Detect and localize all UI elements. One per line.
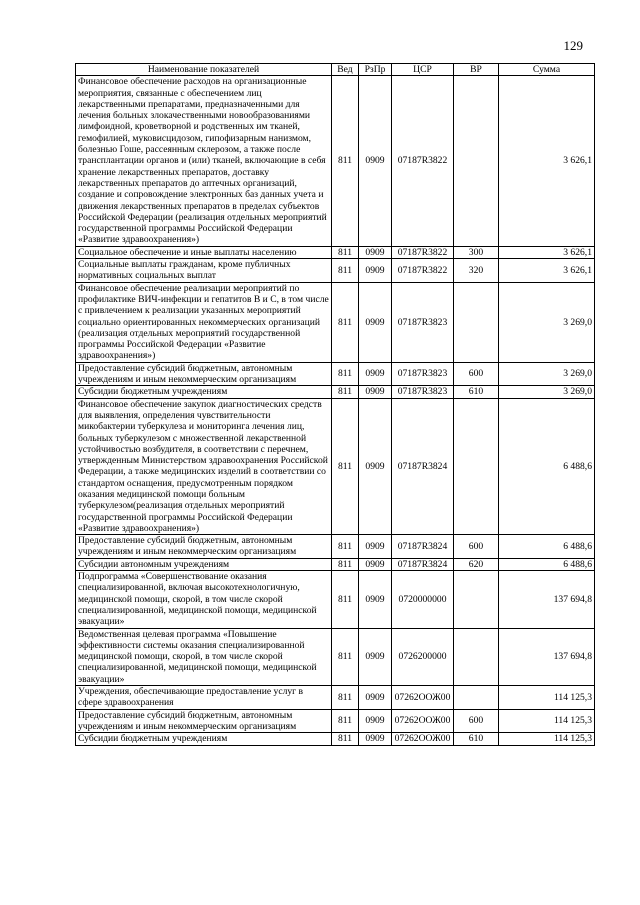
cell-name: Финансовое обеспечение расходов на организационные мероприятия, связанные с обеспечением лиц лекарственными препаратами, предназначенными для лечения больных злокачественными новообразованиями лимфоидной, кроветворной и родственных им тканей, гемофилией, муковисцидозом, гипофизарным нанизмом, болезнью Гоше, рассеянным склерозом, а также после трансплантации органов и (или) тканей, включающие в себя хранение лекарственных препаратов, доставку лекарственных препаратов до аптечных организаций, создание и сопровождение электронных баз данных учета и движения лекарственных препаратов в пределах субъектов Российской Федерации (реализация отдельных мероприятий государственной программы Российской Федерации «Развитие здравоохранения») <box>76 76 332 246</box>
table-row <box>76 362 595 386</box>
cell-rzpr: 0909 <box>359 628 392 685</box>
cell-rzpr: 0909 <box>359 362 392 386</box>
cell-vr: 610 <box>454 386 499 398</box>
cell-name: Учреждения, обеспечивающие предоставление услуг в сфере здравоохранения <box>76 686 332 710</box>
header-name: Наименование показателей <box>76 64 332 76</box>
cell-ved: 811 <box>332 628 359 685</box>
cell-csr: 07187R3823 <box>392 282 454 362</box>
cell-rzpr: 0909 <box>359 709 392 733</box>
cell-sum: 6 488,6 <box>499 558 595 570</box>
cell-vr: 320 <box>454 259 499 283</box>
cell-rzpr: 0909 <box>359 398 392 535</box>
cell-ved: 811 <box>332 386 359 398</box>
cell-csr: 07187R3823 <box>392 362 454 386</box>
cell-name: Финансовое обеспечение реализации мероприятий по профилактике ВИЧ-инфекции и гепатитов B и C, в том числе с привлечением к реализации указанных мероприятий социально ориентированных некоммерческих организаций (реализация отдельных мероприятий государственной программы Российской Федерации «Развитие здравоохранения») <box>76 282 332 362</box>
cell-vr: 600 <box>454 535 499 559</box>
cell-vr <box>454 398 499 535</box>
cell-name: Предоставление субсидий бюджетным, автономным учреждениям и иным некоммерческим организациям <box>76 362 332 386</box>
cell-sum: 3 269,0 <box>499 362 595 386</box>
table-row <box>76 76 595 246</box>
header-sum: Сумма <box>499 64 595 76</box>
cell-ved: 811 <box>332 398 359 535</box>
cell-name: Субсидии автономным учреждениям <box>76 558 332 570</box>
cell-vr: 600 <box>454 362 499 386</box>
cell-csr: 07187R3822 <box>392 259 454 283</box>
cell-rzpr: 0909 <box>359 571 392 628</box>
cell-csr: 07187R3822 <box>392 246 454 258</box>
cell-sum: 137 694,8 <box>499 571 595 628</box>
cell-ved: 811 <box>332 535 359 559</box>
table-row <box>76 246 595 258</box>
header-csr: ЦСР <box>392 64 454 76</box>
cell-sum: 114 125,3 <box>499 686 595 710</box>
table-row <box>76 733 595 745</box>
cell-csr: 07262ООЖ00 <box>392 709 454 733</box>
cell-rzpr: 0909 <box>359 259 392 283</box>
cell-name: Субсидии бюджетным учреждениям <box>76 733 332 745</box>
cell-sum: 114 125,3 <box>499 733 595 745</box>
cell-ved: 811 <box>332 709 359 733</box>
cell-ved: 811 <box>332 246 359 258</box>
cell-sum: 3 626,1 <box>499 259 595 283</box>
cell-name: Подпрограмма «Совершенствование оказания специализированной, включая высокотехнологичную, медицинской помощи, скорой, в том числе скорой специализированной, медицинской помощи, медицинской эвакуации» <box>76 571 332 628</box>
cell-csr: 07187R3824 <box>392 558 454 570</box>
cell-vr: 610 <box>454 733 499 745</box>
cell-ved: 811 <box>332 259 359 283</box>
cell-name: Социальные выплаты гражданам, кроме публичных нормативных социальных выплат <box>76 259 332 283</box>
cell-csr: 0720000000 <box>392 571 454 628</box>
cell-ved: 811 <box>332 571 359 628</box>
cell-csr: 07262ООЖ00 <box>392 686 454 710</box>
cell-rzpr: 0909 <box>359 535 392 559</box>
cell-vr <box>454 628 499 685</box>
cell-sum: 6 488,6 <box>499 398 595 535</box>
cell-rzpr: 0909 <box>359 76 392 246</box>
page-number: 129 <box>563 38 583 53</box>
cell-vr <box>454 571 499 628</box>
header-vr: ВР <box>454 64 499 76</box>
table-row <box>76 571 595 628</box>
cell-sum: 3 269,0 <box>499 282 595 362</box>
cell-sum: 3 269,0 <box>499 386 595 398</box>
cell-name: Субсидии бюджетным учреждениям <box>76 386 332 398</box>
table-row <box>76 398 595 535</box>
cell-vr: 300 <box>454 246 499 258</box>
header-ved: Вед <box>332 64 359 76</box>
cell-name: Финансовое обеспечение закупок диагностических средств для выявления, определения чувствительности микобактерии туберкулеза и мониторинга лечения лиц, больных туберкулезом с множественной лекарственной устойчивостью возбудителя, в соответствии с перечнем, утвержденным Министерством здравоохранения Российской Федерации, а также медицинских изделий в соответствии со стандартом оснащения, предусмотренным порядком оказания медицинской помощи больным туберкулезом(реализация отдельных мероприятий государственной программы Российской Федерации «Развитие здравоохранения») <box>76 398 332 535</box>
cell-csr: 07262ООЖ00 <box>392 733 454 745</box>
cell-rzpr: 0909 <box>359 558 392 570</box>
cell-name: Ведомственная целевая программа «Повышение эффективности системы оказания специализированной медицинской помощи, скорой, в том числе скорой специализированной, медицинской помощи, медицинской эвакуации» <box>76 628 332 685</box>
table-row <box>76 259 595 283</box>
table-row <box>76 628 595 685</box>
table-row <box>76 282 595 362</box>
cell-rzpr: 0909 <box>359 386 392 398</box>
cell-csr: 07187R3823 <box>392 386 454 398</box>
cell-rzpr: 0909 <box>359 686 392 710</box>
cell-sum: 3 626,1 <box>499 246 595 258</box>
cell-vr: 620 <box>454 558 499 570</box>
header-rzpr: РзПр <box>359 64 392 76</box>
cell-sum: 3 626,1 <box>499 76 595 246</box>
table-row <box>76 535 595 559</box>
cell-sum: 114 125,3 <box>499 709 595 733</box>
cell-csr: 07187R3824 <box>392 398 454 535</box>
cell-rzpr: 0909 <box>359 246 392 258</box>
cell-ved: 811 <box>332 733 359 745</box>
cell-name: Социальное обеспечение и иные выплаты населению <box>76 246 332 258</box>
cell-rzpr: 0909 <box>359 282 392 362</box>
cell-sum: 137 694,8 <box>499 628 595 685</box>
cell-vr: 600 <box>454 709 499 733</box>
cell-vr <box>454 76 499 246</box>
cell-name: Предоставление субсидий бюджетным, автономным учреждениям и иным некоммерческим организациям <box>76 535 332 559</box>
table-header-row <box>76 64 595 76</box>
cell-csr: 07187R3822 <box>392 76 454 246</box>
cell-ved: 811 <box>332 282 359 362</box>
cell-ved: 811 <box>332 558 359 570</box>
cell-name: Предоставление субсидий бюджетным, автономным учреждениям и иным некоммерческим организациям <box>76 709 332 733</box>
table-row <box>76 558 595 570</box>
cell-rzpr: 0909 <box>359 733 392 745</box>
cell-ved: 811 <box>332 686 359 710</box>
table-row <box>76 686 595 710</box>
cell-csr: 0726200000 <box>392 628 454 685</box>
table-row <box>76 386 595 398</box>
cell-vr <box>454 686 499 710</box>
cell-vr <box>454 282 499 362</box>
cell-csr: 07187R3824 <box>392 535 454 559</box>
cell-sum: 6 488,6 <box>499 535 595 559</box>
cell-ved: 811 <box>332 76 359 246</box>
cell-ved: 811 <box>332 362 359 386</box>
budget-table <box>75 63 595 746</box>
table-row <box>76 709 595 733</box>
